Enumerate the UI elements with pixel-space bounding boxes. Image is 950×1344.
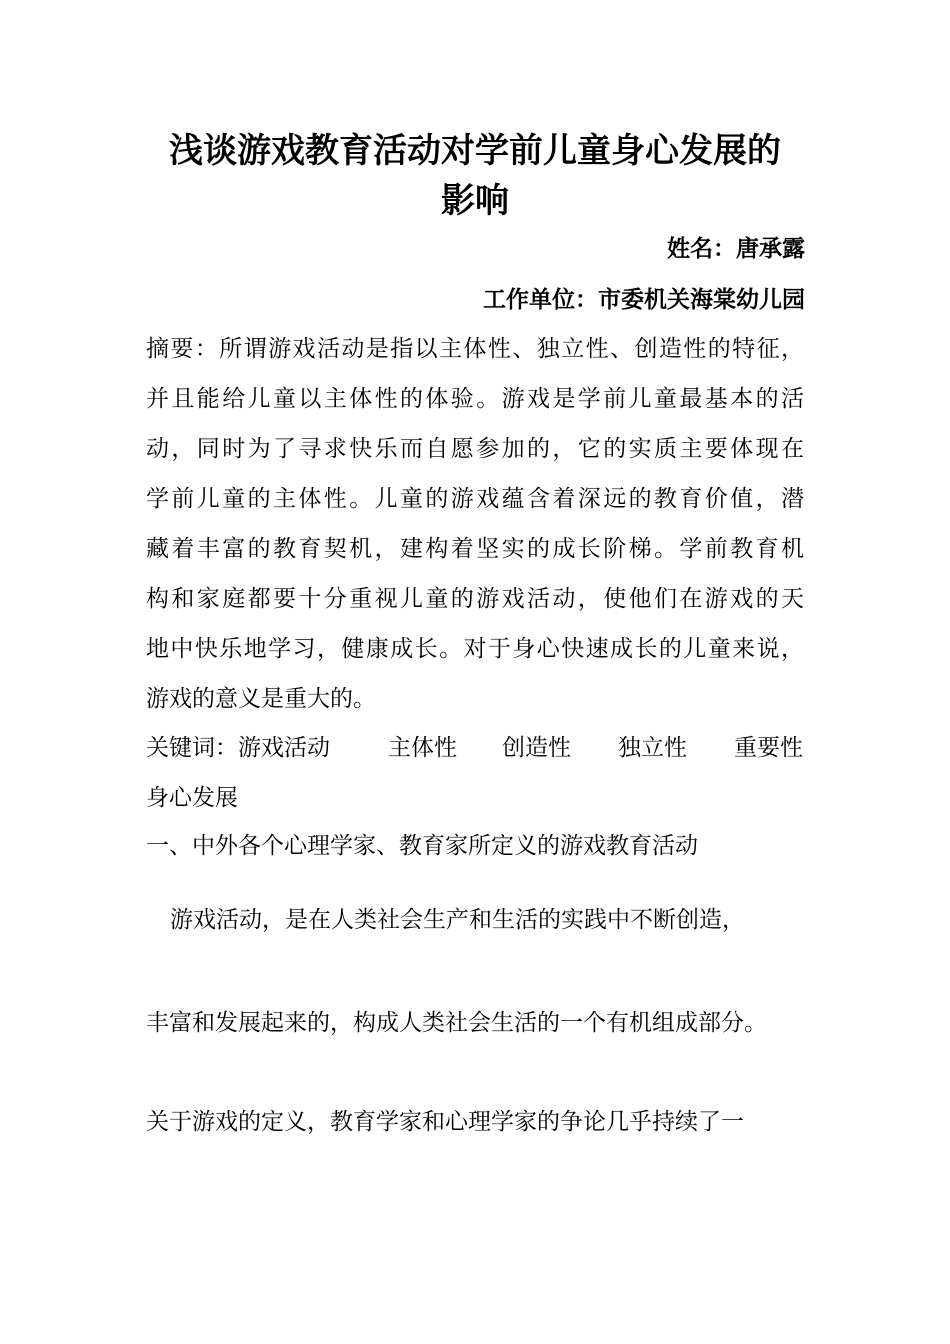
- title-line-2: 影响: [441, 181, 509, 221]
- work-unit-line: 工作单位：市委机关海棠幼儿园: [483, 286, 805, 313]
- abstract-line: 并且能给儿童以主体性的体验。游戏是学前儿童最基本的活: [146, 386, 804, 412]
- abstract-line: 藏着丰富的教育契机，建构着坚实的成长阶梯。学前教育机: [146, 536, 804, 562]
- keyword-item: 主体性: [388, 735, 457, 761]
- body-line: 游戏活动，是在人类社会生产和生活的实践中不断创造，: [170, 907, 745, 933]
- abstract-line: 游戏的意义是重大的。: [146, 686, 376, 712]
- keyword-item: 重要性: [734, 735, 803, 761]
- abstract-line: 构和家庭都要十分重视儿童的游戏活动，使他们在游戏的天: [146, 586, 804, 612]
- keyword-item: 创造性: [502, 735, 571, 761]
- title-line-1: 浅谈游戏教育活动对学前儿童身心发展的: [169, 131, 781, 171]
- keyword-item: 独立性: [618, 735, 687, 761]
- body-line: 丰富和发展起来的，构成人类社会生活的一个有机组成部分。: [146, 1010, 767, 1036]
- abstract-line: 摘要：所谓游戏活动是指以主体性、独立性、创造性的特征，: [146, 336, 804, 362]
- body-line: 关于游戏的定义，教育学家和心理学家的争论几乎持续了一: [146, 1109, 744, 1135]
- author-line: 姓名：唐承露: [667, 235, 805, 262]
- abstract-line: 动，同时为了寻求快乐而自愿参加的，它的实质主要体现在: [146, 436, 804, 462]
- section-heading: 一、中外各个心理学家、教育家所定义的游戏教育活动: [146, 833, 698, 859]
- keyword-item: 身心发展: [146, 785, 238, 811]
- keywords-label: 关键词：游戏活动: [146, 735, 330, 761]
- abstract-line: 学前儿童的主体性。儿童的游戏蕴含着深远的教育价值，潜: [146, 486, 804, 512]
- abstract-line: 地中快乐地学习，健康成长。对于身心快速成长的儿童来说，: [146, 636, 804, 662]
